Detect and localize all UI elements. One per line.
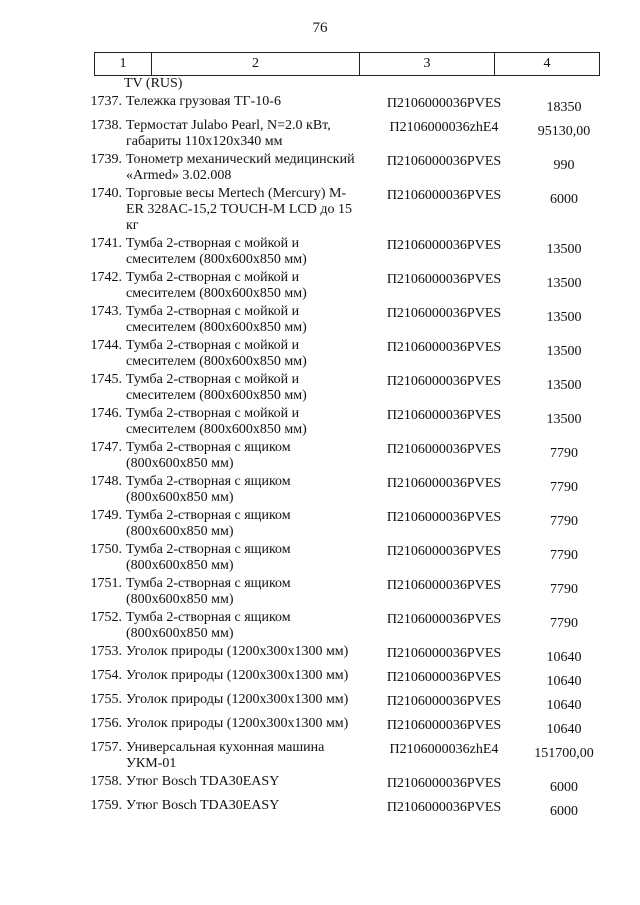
table-row [80,474,600,506]
table-body [80,94,600,820]
row-price: 7790 [550,514,578,529]
row-price: 7790 [550,616,578,631]
row-number: 1750. [90,542,122,557]
row-description: Тумба 2-створная с мойкой и смесителем (800х600х850 мм) [126,304,307,335]
table-row [80,236,600,268]
row-number: 1737. [90,94,122,109]
row-number: 1741. [90,236,122,251]
row-price: 13500 [546,310,582,325]
row-description: Тумба 2-створная с ящиком (800х600х850 мм) [126,508,291,539]
table-row [80,338,600,370]
row-price: 7790 [550,446,578,461]
row-number: 1743. [90,304,122,319]
table-header [94,52,600,76]
row-price: 13500 [546,378,582,393]
row-price: 10640 [546,698,582,713]
row-description: Утюг Bosch TDA30EASY [126,798,280,813]
table-row [80,774,600,796]
row-code: П2106000036PVES [386,272,502,287]
row-price: 10640 [546,674,582,689]
row-price: 7790 [550,582,578,597]
row-code: П2106000036zhE4 [389,120,499,135]
row-number: 1740. [90,186,122,201]
row-price: 151700,00 [534,746,594,761]
row-price: 13500 [546,276,582,291]
header-col-3: 3 [360,53,495,75]
row-price: 10640 [546,722,582,737]
header-col-4: 4 [495,53,600,75]
row-price: 18350 [546,100,582,115]
row-number: 1745. [90,372,122,387]
row-description: Уголок природы (1200х300х1300 мм) [126,668,349,683]
row-description: Тумба 2-створная с мойкой и смесителем (800х600х850 мм) [126,270,307,301]
row-code: П2106000036PVES [386,578,502,593]
row-price: 13500 [546,412,582,427]
row-description: Тумба 2-створная с ящиком (800х600х850 мм) [126,542,291,573]
row-code: П2106000036PVES [386,646,502,661]
table-row [80,644,600,666]
row-code: П2106000036PVES [386,188,502,203]
row-number: 1754. [90,668,122,683]
row-description: Уголок природы (1200х300х1300 мм) [126,644,349,659]
row-description: Тонометр механический медицинский «Armed» 3.02.008 [126,152,355,183]
continuation-text: TV (RUS) [124,76,183,91]
header-col-2: 2 [152,53,360,75]
row-description: Тумба 2-створная с мойкой и смесителем (800х600х850 мм) [126,372,307,403]
row-code: П2106000036PVES [386,340,502,355]
row-code: П2106000036PVES [386,154,502,169]
row-price: 10640 [546,650,582,665]
row-description: Тумба 2-створная с мойкой и смесителем (800х600х850 мм) [126,338,307,369]
row-number: 1739. [90,152,122,167]
row-price: 7790 [550,480,578,495]
row-code: П2106000036PVES [386,408,502,423]
row-code: П2106000036PVES [386,374,502,389]
row-price: 6000 [550,780,578,795]
table-row [80,508,600,540]
row-description: Уголок природы (1200х300х1300 мм) [126,716,349,731]
row-code: П2106000036PVES [386,306,502,321]
row-price: 6000 [550,804,578,819]
table-row [80,542,600,574]
row-number: 1738. [90,118,122,133]
row-code: П2106000036PVES [386,510,502,525]
row-price: 95130,00 [537,124,591,139]
row-number: 1744. [90,338,122,353]
table-row [80,576,600,608]
row-number: 1756. [90,716,122,731]
table-row [80,610,600,642]
row-description: Тумба 2-створная с мойкой и смесителем (800х600х850 мм) [126,406,307,437]
row-code: П2106000036PVES [386,718,502,733]
row-number: 1746. [90,406,122,421]
row-price: 13500 [546,242,582,257]
row-description: Тумба 2-створная с мойкой и смесителем (800х600х850 мм) [126,236,307,267]
row-description: Тележка грузовая ТГ-10-6 [126,94,281,109]
row-description: Термостат Julabo Pearl, N=2.0 кВт, габариты 110х120х340 мм [126,118,331,149]
row-description: Тумба 2-створная с ящиком (800х600х850 мм) [126,576,291,607]
table [90,52,600,820]
row-code: П2106000036PVES [386,694,502,709]
row-number: 1759. [90,798,122,813]
row-description: Тумба 2-створная с ящиком (800х600х850 мм) [126,474,291,505]
row-number: 1757. [90,740,122,755]
row-price: 7790 [550,548,578,563]
page-number: 76 [312,20,328,36]
row-description: Универсальная кухонная машина УКМ-01 [126,740,325,771]
table-row [80,270,600,302]
header-col-1: 1 [94,53,152,75]
row-code: П2106000036PVES [386,238,502,253]
table-row [80,740,600,772]
row-code: П2106000036PVES [386,442,502,457]
table-row [80,152,600,184]
row-price: 13500 [546,344,582,359]
table-row [80,440,600,472]
row-price: 6000 [550,192,578,207]
row-description: Тумба 2-створная с ящиком (800х600х850 мм) [126,610,291,641]
row-code: П2106000036PVES [386,96,502,111]
row-description: Тумба 2-створная с ящиком (800х600х850 мм) [126,440,291,471]
row-number: 1755. [90,692,122,707]
row-code: П2106000036PVES [386,544,502,559]
row-number: 1752. [90,610,122,625]
row-code: П2106000036zhE4 [389,742,499,757]
row-code: П2106000036PVES [386,776,502,791]
row-number: 1751. [90,576,122,591]
row-code: П2106000036PVES [386,612,502,627]
row-description: Утюг Bosch TDA30EASY [126,774,280,789]
table-row [80,406,600,438]
row-code: П2106000036PVES [386,800,502,815]
table-row [80,668,600,690]
row-description: Уголок природы (1200х300х1300 мм) [126,692,349,707]
row-number: 1747. [90,440,122,455]
table-row [80,372,600,404]
table-row [80,692,600,714]
table-row [80,186,600,234]
table-row [80,798,600,820]
row-number: 1758. [90,774,122,789]
row-number: 1749. [90,508,122,523]
table-row [80,118,600,150]
row-code: П2106000036PVES [386,670,502,685]
table-row [80,304,600,336]
table-row [80,716,600,738]
row-number: 1748. [90,474,122,489]
table-row [80,94,600,116]
row-number: 1753. [90,644,122,659]
row-code: П2106000036PVES [386,476,502,491]
row-price: 990 [553,158,575,173]
row-number: 1742. [90,270,122,285]
row-description: Торговые весы Mertech (Mercury) M-ER 328AC-15,2 TOUCH-M LCD до 15 кг [126,186,352,233]
